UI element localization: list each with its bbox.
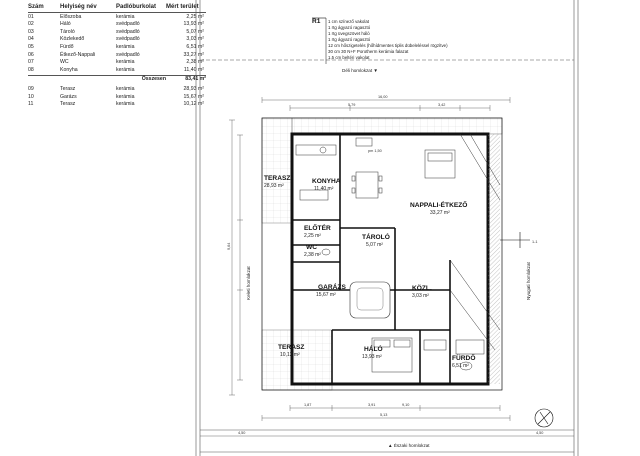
table-row: 11 Terasz kerámia 10,12 m²: [28, 101, 204, 108]
roof-overhang-top: [292, 118, 502, 134]
svg-text:1,5 cm beltéri vakolat: 1,5 cm beltéri vakolat: [328, 55, 370, 60]
room-bath-area: 6,51 m²: [452, 363, 469, 369]
south-elevation-label: Déli homlokzat ▼: [342, 68, 378, 73]
dim-top-right: 3,42: [438, 103, 446, 107]
room-garage-name: GARÁZS: [318, 284, 346, 291]
north-arrow-icon: [535, 409, 553, 427]
east-elevation-label: Keleti homlokzat: [246, 266, 251, 300]
room-storage-name: TÁROLÓ: [362, 234, 390, 241]
room-bedroom-name: HÁLÓ: [364, 346, 383, 353]
dim-bottom-a: 1,87: [304, 403, 312, 407]
room-terrace-bottom-area: 10,12 m²: [280, 352, 300, 358]
svg-text:1 cm színező vakolat: 1 cm színező vakolat: [328, 19, 369, 24]
room-kitchen-name: KONYHA: [312, 178, 341, 185]
dim-bottom-c: 5,13: [380, 413, 388, 417]
room-hall-area: 2,25 m²: [304, 233, 321, 239]
wall-section-legend: [312, 18, 448, 64]
table-total-row: Összesen 83,41 m²: [28, 75, 206, 84]
table-row: 01 Előszoba kerámia 2,25 m²: [28, 13, 204, 20]
top-dimensions: [262, 97, 510, 111]
table-row: 07 WC kerámia 2,38 m²: [28, 59, 204, 66]
section-marker: [500, 232, 530, 248]
room-corridor-area: 3,03 m²: [412, 293, 429, 299]
terrace-bottom-paving: [262, 330, 332, 390]
room-bath-name: FÜRDŐ: [452, 355, 476, 362]
table-row: 10 Garázs kerámia 15,67 m²: [28, 93, 204, 100]
room-corridor-name: KÖZL.: [412, 285, 432, 292]
stair-block: [356, 138, 372, 146]
car-icon: [350, 282, 390, 318]
table-row: 04 Közlekedő svédpadló 3,03 m²: [28, 36, 204, 43]
dim-bottom-f: 4,50: [536, 431, 544, 435]
room-living-name: NAPPALI-ÉTKEZŐ: [410, 202, 468, 209]
svg-text:1 rtg üvegszövet háló: 1 rtg üvegszövet háló: [328, 31, 370, 36]
svg-text:12 cm hőszigetelés (hőhídmente: 12 cm hőszigetelés (hőhídmentes tiplis dübeleléssel rögzítve): [328, 43, 448, 48]
north-elevation-label: ▲ Északi homlokzat: [388, 443, 430, 448]
dim-top-mid: 5,79: [348, 103, 356, 107]
dining-table: [352, 172, 382, 198]
room-terrace-left-area: 28,93 m²: [264, 183, 284, 189]
left-dimensions: [229, 120, 243, 395]
section-mark-label: 1-1: [532, 240, 538, 244]
room-terrace-left-name: TERASZ: [264, 175, 291, 182]
table-header: Szám Helyiség név Padlóburkolat Mért terület: [28, 4, 206, 13]
table-row: 05 Fürdő kerámia 6,51 m²: [28, 43, 204, 50]
wc-fixture: [322, 249, 330, 255]
room-garage-area: 15,67 m²: [316, 292, 336, 298]
svg-text:30 cm 30 N+F Porotherm kerámia: 30 cm 30 N+F Porotherm kerámia falazat: [328, 49, 409, 54]
dim-top-total: 16,00: [378, 95, 388, 99]
room-storage-area: 5,07 m²: [366, 242, 383, 248]
bottom-dimensions: [200, 405, 574, 436]
wall-hatch-east: [488, 134, 500, 384]
dim-bottom-b: 3,91: [368, 403, 376, 407]
dim-left-total: 9,64: [227, 242, 231, 250]
table-row: 08 Konyha kerámia 11,40 m²: [28, 66, 204, 73]
table-row: 03 Tároló svédpadló 5,07 m²: [28, 28, 204, 35]
room-kitchen-area: 11,40 m²: [314, 186, 334, 192]
west-elevation-label: Nyugati homlokzat: [526, 262, 531, 300]
svg-text:1 rtg ágyazó ragasztó: 1 rtg ágyazó ragasztó: [328, 25, 371, 30]
room-wc-name: WC: [306, 244, 317, 251]
room-wc-area: 2,38 m²: [304, 252, 321, 258]
sofa: [425, 150, 455, 178]
room-bedroom-area: 13,93 m²: [362, 354, 382, 360]
svg-text:1 rtg ágyazó ragasztó: 1 rtg ágyazó ragasztó: [328, 37, 371, 42]
table-row: 09 Terasz kerámia 28,93 m²: [28, 85, 204, 92]
room-terrace-bottom-name: TERASZ: [278, 344, 305, 351]
table-row: 06 Étkező-Nappali svédpadló 33,27 m²: [28, 51, 204, 58]
dim-bottom-e: 4,50: [238, 431, 246, 435]
table-row: 02 Háló svédpadló 13,93 m²: [28, 21, 204, 28]
section-tag: R1: [312, 18, 321, 25]
room-hall-name: ELŐTÉR: [304, 225, 331, 232]
terrace-left-paving: [262, 118, 292, 223]
dim-bottom-d: 9,10: [402, 403, 410, 407]
dim-pm: pm 1,50: [368, 149, 382, 153]
room-living-area: 33,27 m²: [430, 210, 450, 216]
